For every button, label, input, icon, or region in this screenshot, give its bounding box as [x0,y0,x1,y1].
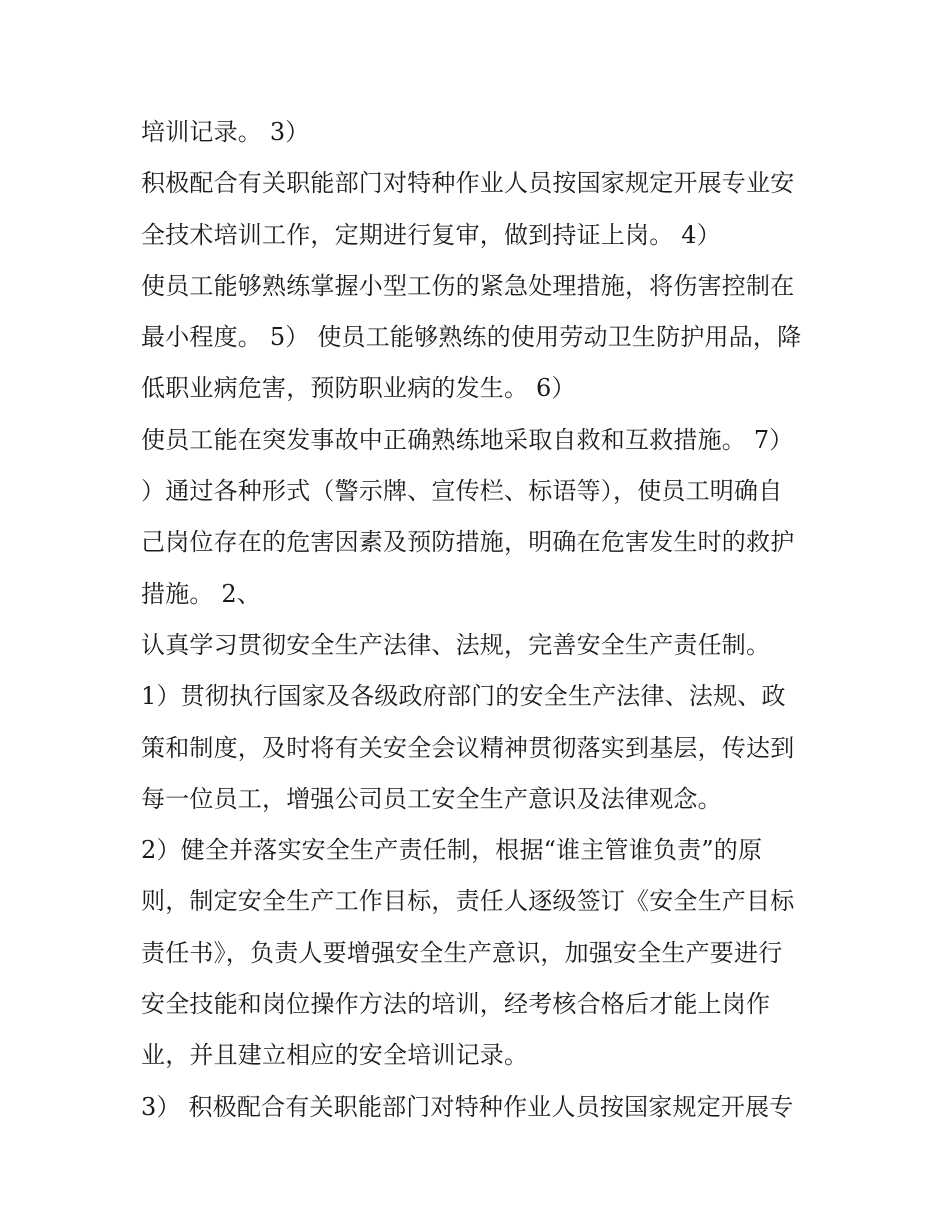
text-line-7: 使员工能在突发事故中正确熟练地采取自救和互救措施。 7） [141,425,794,454]
text-line-5: 最小程度。 5） 使员工能够熟练的使用劳动卫生防护用品，降 [141,323,802,352]
text-line-17: 责任书》，负责人要增强安全生产意识，加强安全生产要进行 [141,938,783,967]
text-line-20: 3） 积极配合有关职能部门对特种作业人员按国家规定开展专 [141,1092,794,1121]
text-line-1: 培训记录。 3） [141,118,310,146]
text-line-11: 认真学习贯彻安全生产法律、法规，完善安全生产责任制。 [141,630,771,659]
text-line-8: ）通过各种形式（警示牌、宣传栏、标语等），使员工明确自 [141,477,783,506]
document-body [141,107,821,1133]
text-line-16: 则，制定安全生产工作目标，责任人逐级签订《安全生产目标 [141,887,795,916]
text-line-14: 每一位员工，增强公司员工安全生产意识及法律观念。 [141,784,722,813]
text-line-2: 积极配合有关职能部门对特种作业人员按国家规定开展专业安 [141,169,795,198]
text-line-19: 业，并且建立相应的安全培训记录。 [141,1041,529,1070]
text-line-18: 安全技能和岗位操作方法的培训，经考核合格后才能上岗作 [141,990,771,1019]
text-line-3: 全技术培训工作，定期进行复审，做到持证上岗。 4） [141,220,721,249]
text-line-13: 策和制度，及时将有关安全会议精神贯彻落实到基层，传达到 [141,733,795,762]
text-line-9: 己岗位存在的危害因素及预防措施，明确在危害发生时的救护 [141,528,795,557]
text-line-6: 低职业病危害，预防职业病的发生。 6） [141,374,576,403]
text-line-15: 2）健全并落实安全生产责任制，根据“谁主管谁负责”的原 [141,836,763,865]
text-line-12: 1）贯彻执行国家及各级政府部门的安全生产法律、法规、政 [141,682,786,711]
text-line-4: 使员工能够熟练掌握小型工伤的紧急处理措施，将伤害控制在 [141,271,795,300]
text-line-10: 措施。 2、 [141,579,262,608]
